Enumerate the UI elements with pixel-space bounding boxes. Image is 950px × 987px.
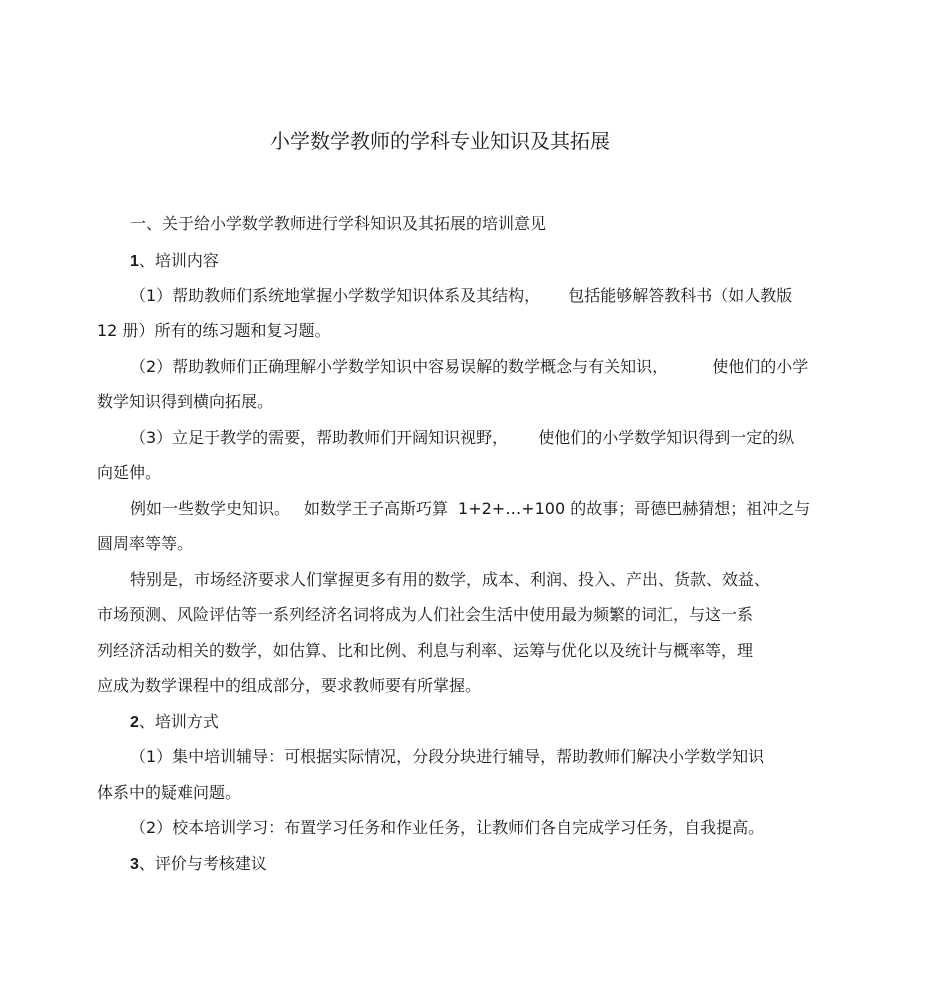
paragraph-text: 例如一些数学史知识。 (130, 499, 291, 518)
paragraph-text: （1）帮助教师们系统地掌握小学数学知识体系及其结构， (130, 286, 541, 305)
paragraph-text: 包括能够解答教科书（如人教版 (568, 286, 793, 305)
paragraph-line: 圆周率等等。 (97, 534, 194, 553)
paragraph-text: 1+2+…+100 的故事；哥德巴赫猜想；祖冲之与 (458, 499, 811, 518)
subheading-number: 2 (130, 714, 139, 731)
paragraph-line (130, 357, 808, 377)
paragraph-line: 数学知识得到横向拓展。 (97, 392, 274, 411)
paragraph-text: （2）帮助教师们正确理解小学数学知识中容易误解的数学概念与有关知识， (130, 357, 669, 376)
paragraph-text: 使他们的小学数学知识得到一定的纵 (538, 428, 795, 447)
paragraph-line: 12 册）所有的练习题和复习题。 (97, 321, 331, 340)
paragraph-line (130, 286, 792, 306)
paragraph-line (130, 428, 794, 448)
subheading-training-content (130, 251, 219, 272)
paragraph-line: 市场预测、风险评估等一系列经济名词将成为人们社会生活中使用最为频繁的词汇，与这一系 (97, 605, 754, 624)
paragraph-line: 体系中的疑难问题。 (97, 783, 242, 802)
paragraph-text: （3）立足于教学的需要，帮助教师们开阔知识视野， (130, 428, 509, 447)
paragraph-line (130, 499, 810, 519)
subheading-training-method (130, 712, 219, 733)
subheading-label: 、评价与考核建议 (138, 854, 267, 873)
paragraph-text: 如数学王子高斯巧算 (304, 499, 449, 518)
document-title: 小学数学教师的学科专业知识及其拓展 (270, 129, 610, 153)
paragraph-line: （1）集中培训辅导：可根据实际情况，分段分块进行辅导，帮助教师们解决小学数学知识 (130, 747, 765, 766)
paragraph-text: 使他们的小学 (712, 357, 809, 376)
subheading-evaluation (130, 854, 267, 875)
subheading-number: 3 (130, 856, 139, 873)
paragraph-line: 应成为数学课程中的组成部分，要求教师要有所掌握。 (97, 676, 482, 695)
paragraph-line: 列经济活动相关的数学，如估算、比和比例、利息与利率、运筹与优化以及统计与概率等，理 (97, 641, 754, 660)
paragraph-line: 向延伸。 (97, 463, 162, 482)
subheading-label: 、培训内容 (138, 251, 219, 270)
paragraph-line: （2）校本培训学习：布置学习任务和作业任务，让教师们各自完成学习任务，自我提高。 (130, 818, 765, 837)
section-heading: 一、关于给小学数学教师进行学科知识及其拓展的培训意见 (130, 214, 547, 233)
paragraph-line: 特别是，市场经济要求人们掌握更多有用的数学，成本、利润、投入、产出、货款、效益、 (130, 570, 771, 589)
subheading-number: 1 (130, 253, 139, 270)
subheading-label: 、培训方式 (138, 712, 219, 731)
